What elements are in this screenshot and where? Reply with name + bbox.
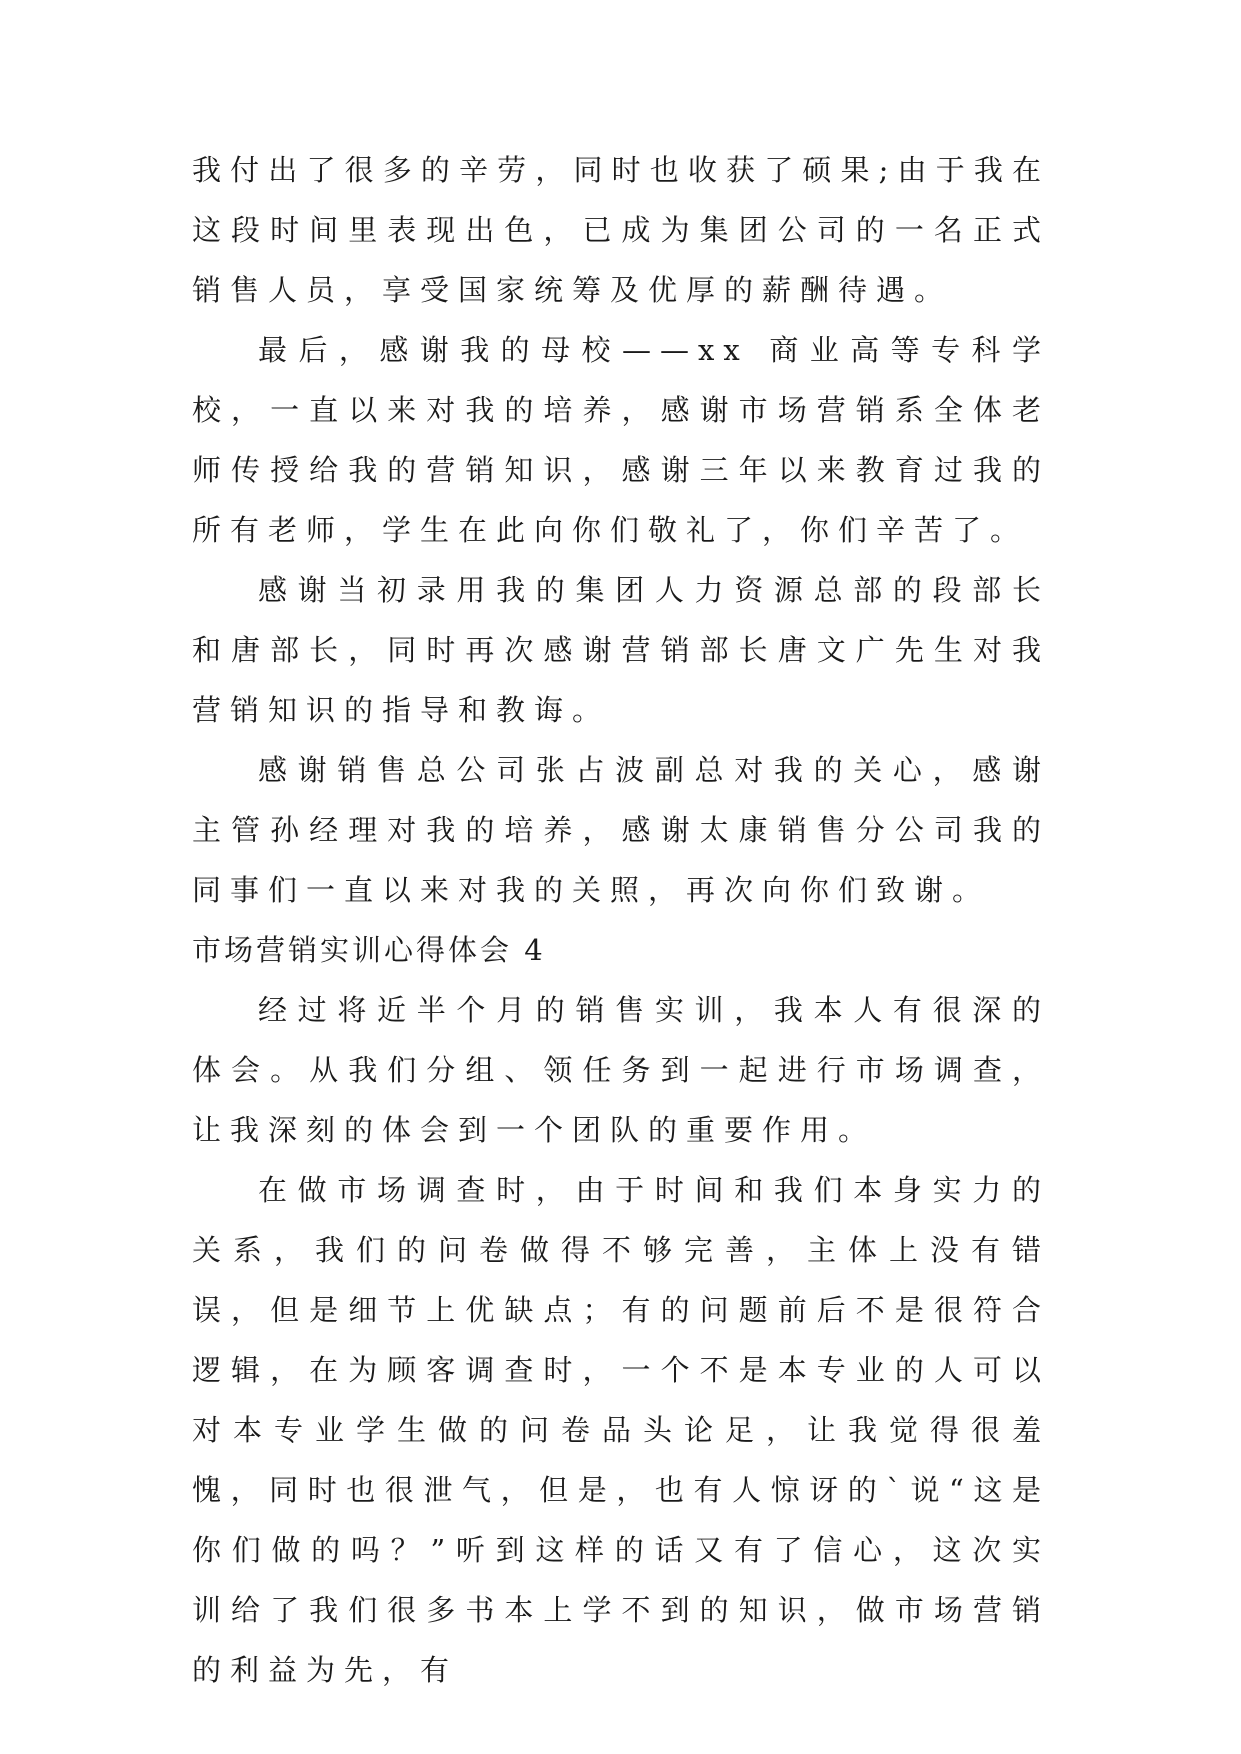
paragraph-thanks-hr: 感谢当初录用我的集团人力资源总部的段部长和唐部长，同时再次感谢营销部长唐文广先生对我营销知识的指导和教诲。 — [192, 573, 1050, 727]
paragraph-training-experience: 经过将近半个月的销售实训，我本人有很深的体会。从我们分组、领任务到一起进行市场调查，让我深刻的体会到一个团队的重要作用。 — [192, 993, 1050, 1147]
paragraph-market-survey: 在做市场调查时，由于时间和我们本身实力的关系，我们的问卷做得不够完善，主体上没有错误，但是细节上优缺点；有的问题前后不是很符合逻辑，在为顾客调查时，一个不是本专业的人可以对本专业学生做的问卷品头论足，让我觉得很羞愧，同时也很泄气，但是，也有人惊讶的`说“这是你们做的吗？”听到这样的话又有了信心，这次实训给了我们很多书本上学不到的知识，做市场营销的利益为先，有 — [192, 1173, 1050, 1687]
section-heading: 市场营销实训心得体会 4 — [192, 933, 546, 967]
paragraph-thanks-colleagues: 感谢销售总公司张占波副总对我的关心，感谢主管孙经理对我的培养，感谢太康销售分公司我的同事们一直以来对我的关照，再次向你们致谢。 — [192, 753, 1050, 907]
paragraph-thanks-school: 最后，感谢我的母校——xx 商业高等专科学校，一直以来对我的培养，感谢市场营销系全体老师传授给我的营销知识，感谢三年以来教育过我的所有老师，学生在此向你们敬礼了，你们辛苦了。 — [192, 333, 1050, 547]
document-page — [192, 140, 1050, 1700]
paragraph-continuation: 我付出了很多的辛劳，同时也收获了硕果;由于我在这段时间里表现出色，已成为集团公司的一名正式销售人员，享受国家统筹及优厚的薪酬待遇。 — [192, 153, 1050, 307]
